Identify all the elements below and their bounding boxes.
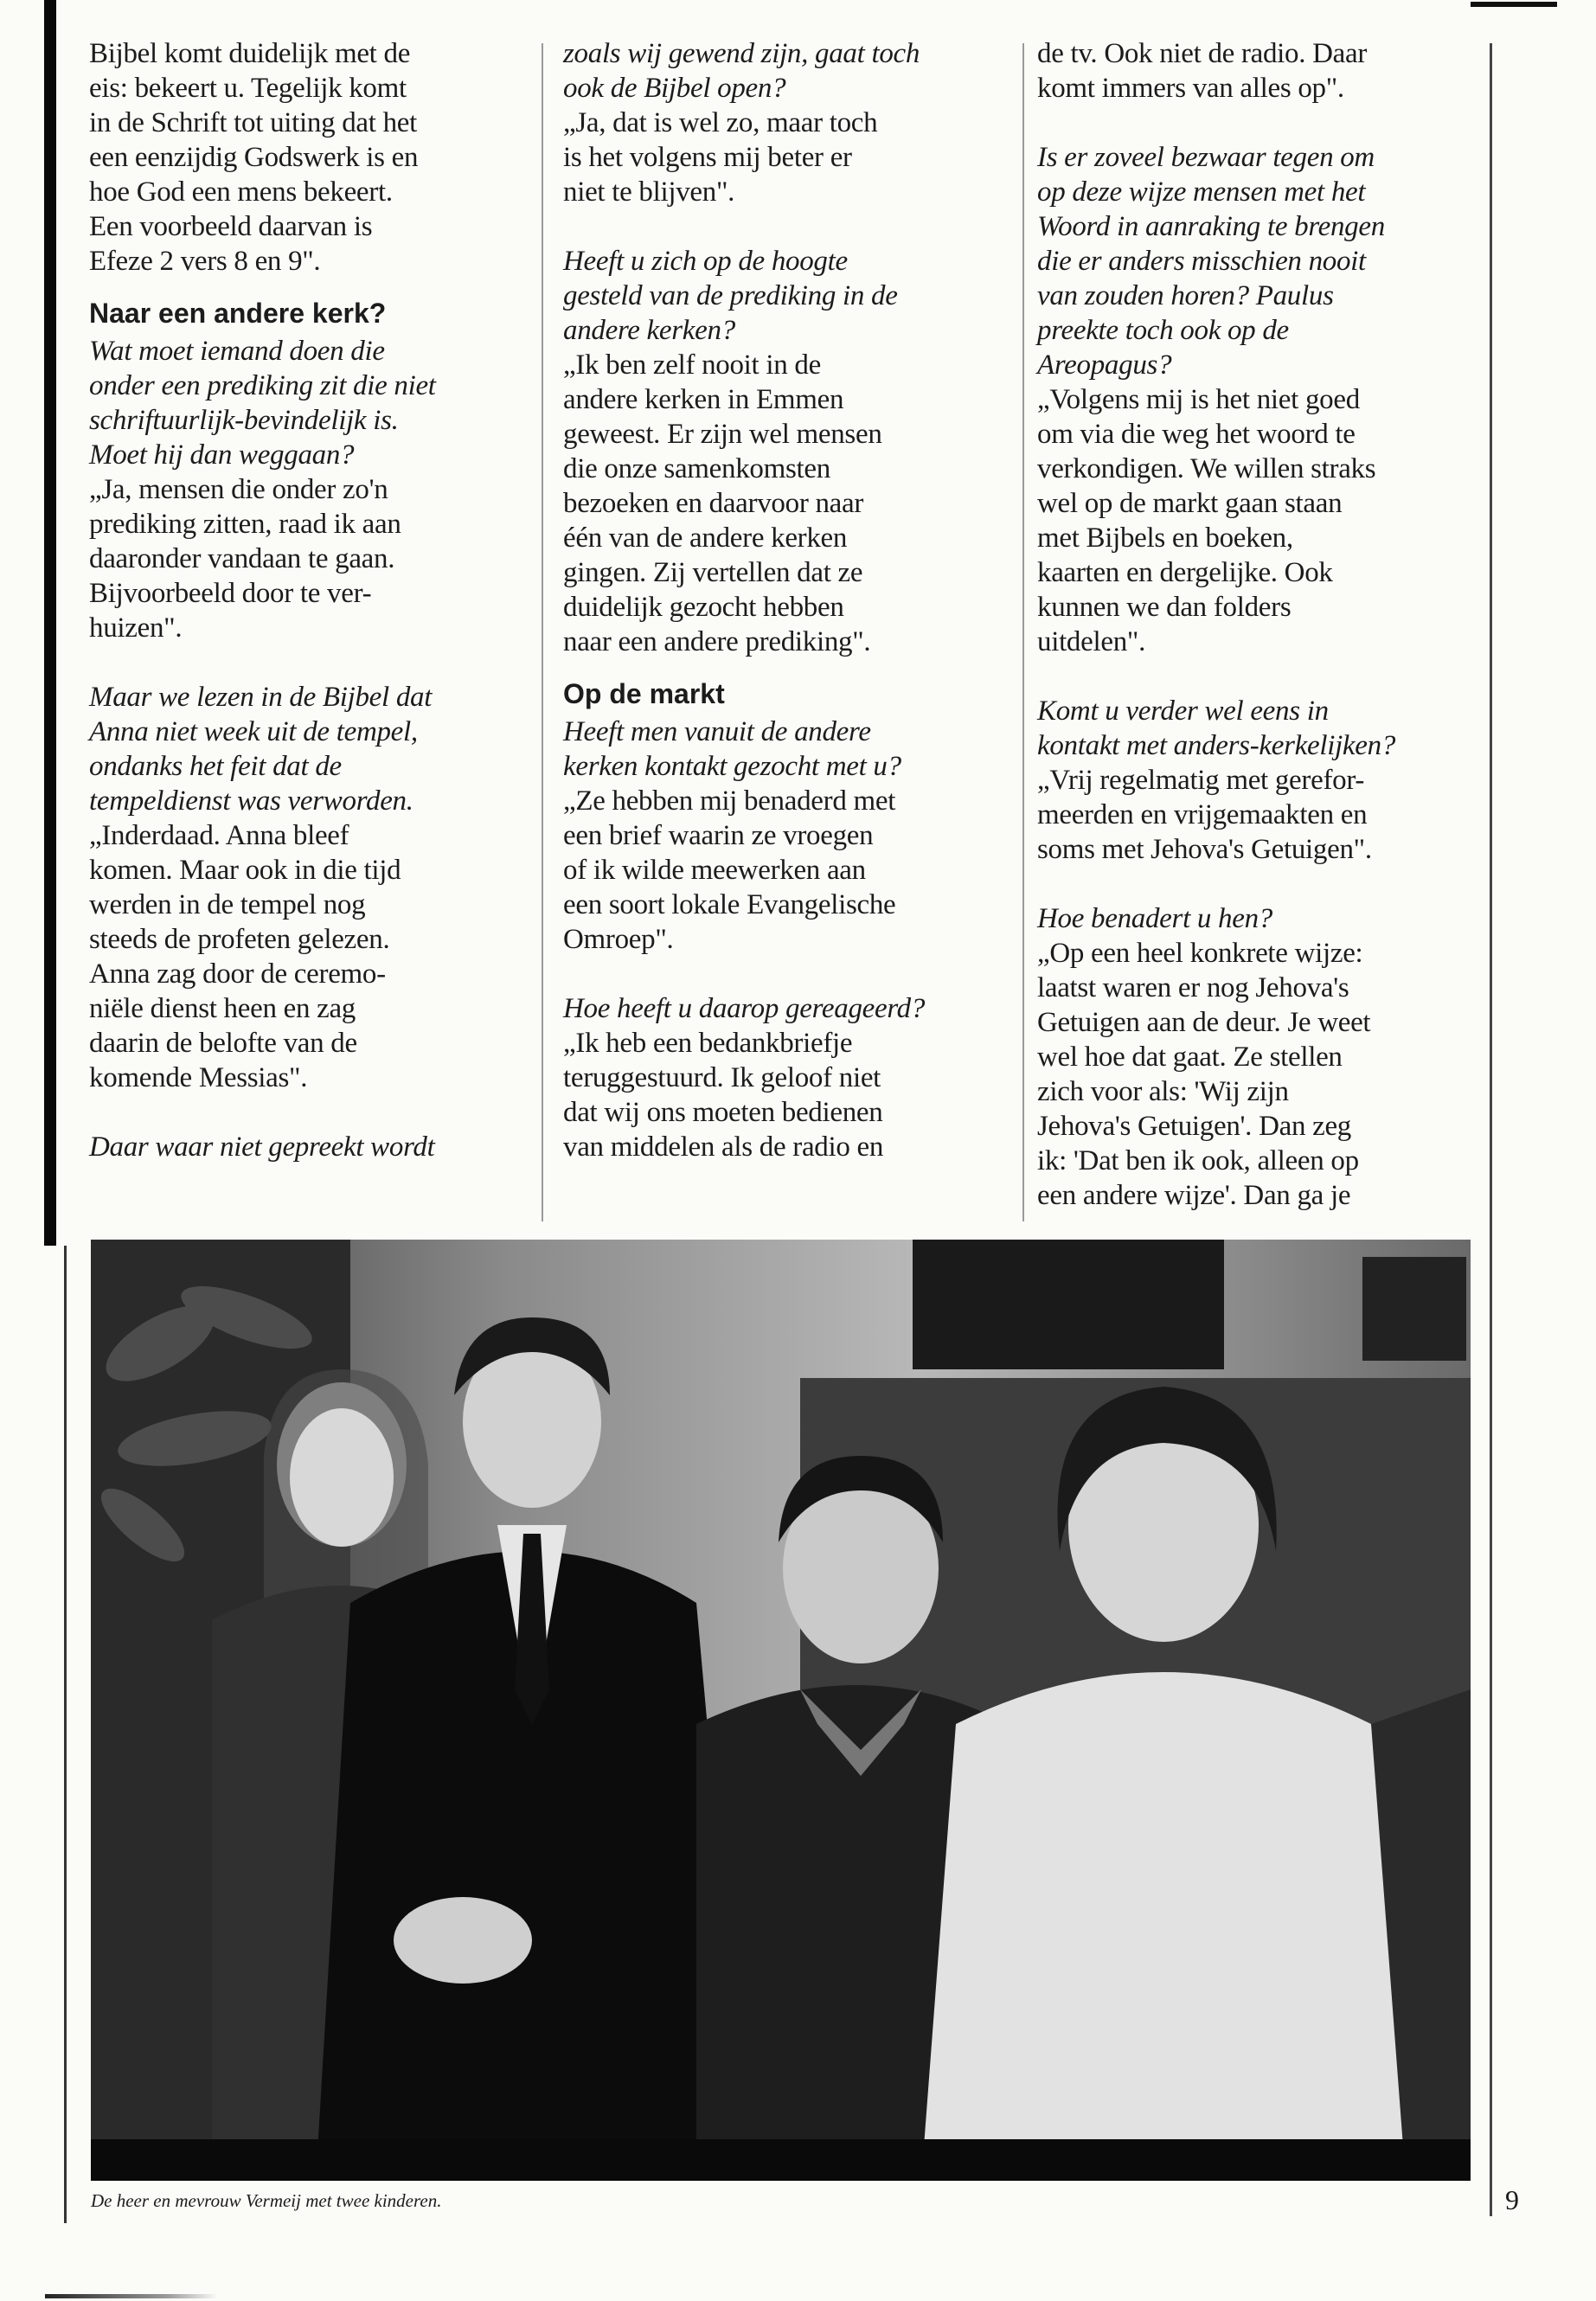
text-line: daaronder vandaan te gaan. [89, 543, 395, 574]
text-line: „Ik ben zelf nooit in de [563, 349, 821, 381]
text-line: Hoe benadert u hen? [1037, 903, 1272, 934]
interview-question [563, 36, 996, 106]
interview-answer [563, 784, 996, 957]
page-number: 9 [1505, 2184, 1519, 2215]
text-line: onder een prediking zit die niet [89, 370, 436, 401]
text-line: geweest. Er zijn wel mensen [563, 419, 882, 450]
text-line: van zouden horen? Paulus [1037, 280, 1334, 311]
text-line: van middelen als de radio en [563, 1131, 884, 1163]
text-line: zoals wij gewend zijn, gaat toch [563, 38, 920, 69]
interview-answer [89, 472, 522, 645]
paragraph-gap [1037, 106, 1470, 140]
text-line: Maar we lezen in de Bijbel dat [89, 682, 433, 713]
interview-question [89, 1130, 522, 1164]
text-line: een brief waarin ze vroegen [563, 820, 874, 851]
text-line: tempeldienst was verworden. [89, 785, 413, 817]
text-line: kerken kontakt gezocht met u? [563, 751, 901, 782]
text-line: hoe God een mens bekeert. [89, 176, 393, 208]
text-line: „Op een heel konkrete wijze: [1037, 938, 1363, 969]
text-line: andere kerken? [563, 315, 735, 346]
interview-question [563, 244, 996, 348]
text-line: gingen. Zij vertellen dat ze [563, 557, 863, 588]
text-line: Jehova's Getuigen'. Dan zeg [1037, 1111, 1352, 1142]
text-line: Heeft u zich op de hoogte [563, 246, 848, 277]
text-line: daarin de belofte van de [89, 1028, 357, 1059]
text-line: eis: bekeert u. Tegelijk komt [89, 73, 407, 104]
text-line: meerden en vrijgemaakten en [1037, 799, 1368, 830]
text-line: dat wij ons moeten bedienen [563, 1097, 883, 1128]
paragraph-gap [89, 645, 522, 680]
interview-question [1037, 694, 1470, 763]
text-line: „Ja, dat is wel zo, maar toch [563, 107, 878, 138]
interview-question [563, 991, 996, 1026]
bottom-rule [45, 2294, 218, 2298]
article-column-3 [1037, 36, 1470, 1213]
paragraph-gap [1037, 867, 1470, 901]
text-line: werden in de tempel nog [89, 889, 366, 920]
text-line: „Ik heb een bedankbriefje [563, 1028, 853, 1059]
text-line: laatst waren er nog Jehova's [1037, 972, 1349, 1003]
text-line: schriftuurlijk-bevindelijk is. [89, 405, 399, 436]
text-line: Anna niet week uit de tempel, [89, 716, 418, 747]
text-line: Daar waar niet gepreekt wordt [89, 1131, 435, 1163]
text-line: ook de Bijbel open? [563, 73, 786, 104]
interview-answer [563, 348, 996, 659]
text-line: „Volgens mij is het niet goed [1037, 384, 1360, 415]
interview-answer [563, 106, 996, 209]
interview-answer [563, 1026, 996, 1164]
text-line: duidelijk gezocht hebben [563, 592, 844, 623]
text-line: die er anders misschien nooit [1037, 246, 1366, 277]
paragraph-gap [1037, 659, 1470, 694]
text-line: uitdelen". [1037, 626, 1146, 657]
text-line: Is er zoveel bezwaar tegen om [1037, 142, 1375, 173]
text-line: bezoeken en daarvoor naar [563, 488, 864, 519]
text-line: „Ja, mensen die onder zo'n [89, 474, 388, 505]
interview-question [89, 334, 522, 472]
text-line: verkondigen. We willen straks [1037, 453, 1376, 484]
text-line: soms met Jehova's Getuigen". [1037, 834, 1372, 865]
text-line: om via die weg het woord te [1037, 419, 1356, 450]
text-line: komt immers van alles op". [1037, 73, 1344, 104]
text-line: één van de andere kerken [563, 522, 848, 554]
interview-question [89, 680, 522, 818]
text-line: Getuigen aan de deur. Je weet [1037, 1007, 1371, 1038]
text-line: huizen". [89, 612, 183, 644]
text-line: Efeze 2 vers 8 en 9". [89, 246, 321, 277]
text-line: Woord in aanraking te brengen [1037, 211, 1385, 242]
text-line: Wat moet iemand doen die [89, 336, 385, 367]
text-line: kunnen we dan folders [1037, 592, 1292, 623]
text-line: een eenzijdig Godswerk is en [89, 142, 419, 173]
text-line: prediking zitten, raad ik aan [89, 509, 401, 540]
text-line: Heeft men vanuit de andere [563, 716, 871, 747]
text-line: op deze wijze mensen met het [1037, 176, 1366, 208]
text-line: Een voorbeeld daarvan is [89, 211, 373, 242]
text-line: komen. Maar ook in die tijd [89, 855, 401, 886]
text-line: Hoe heeft u daarop gereageerd? [563, 993, 926, 1024]
text-line: niële dienst heen en zag [89, 993, 356, 1024]
text-line: preekte toch ook op de [1037, 315, 1289, 346]
text-line: met Bijbels en boeken, [1037, 522, 1293, 554]
interview-answer [89, 818, 522, 1095]
text-line: „Ze hebben mij benaderd met [563, 785, 896, 817]
text-line: „Inderdaad. Anna bleef [89, 820, 349, 851]
text-line: ondanks het feit dat de [89, 751, 342, 782]
interview-answer [89, 36, 522, 279]
paragraph-gap [563, 957, 996, 991]
text-line: wel hoe dat gaat. Ze stellen [1037, 1042, 1343, 1073]
text-line: Bijbel komt duidelijk met de [89, 38, 411, 69]
interview-question [1037, 901, 1470, 936]
right-border-rule [1490, 43, 1492, 2216]
interview-question [563, 715, 996, 784]
article-column-1 [89, 36, 522, 1164]
interview-answer [1037, 36, 1470, 106]
interview-answer [1037, 936, 1470, 1213]
text-line: „Vrij regelmatig met gerefor- [1037, 765, 1365, 796]
text-line: die onze samenkomsten [563, 453, 830, 484]
text-line: teruggestuurd. Ik geloof niet [563, 1062, 881, 1093]
text-line: kontakt met anders-kerkelijken? [1037, 730, 1396, 761]
text-line: naar een andere prediking". [563, 626, 871, 657]
text-line: zich voor als: 'Wij zijn [1037, 1076, 1289, 1107]
photo-caption: De heer en mevrouw Vermeij met twee kinderen. [91, 2190, 442, 2211]
text-line: is het volgens mij beter er [563, 142, 852, 173]
text-line: Omroep". [563, 924, 674, 955]
section-heading: Naar een andere kerk? [89, 298, 387, 329]
text-line: andere kerken in Emmen [563, 384, 844, 415]
column-divider-2 [1022, 43, 1024, 1221]
text-line: ik: 'Dat ben ik ook, alleen op [1037, 1145, 1359, 1176]
text-line: Komt u verder wel eens in [1037, 695, 1329, 727]
paragraph-gap [563, 209, 996, 244]
text-line: steeds de profeten gelezen. [89, 924, 390, 955]
text-line: kaarten en dergelijke. Ook [1037, 557, 1333, 588]
text-line: de tv. Ook niet de radio. Daar [1037, 38, 1368, 69]
left-margin-bar [44, 0, 56, 1246]
interview-answer [1037, 763, 1470, 867]
text-line: een andere wijze'. Dan ga je [1037, 1180, 1351, 1211]
family-photo-image [91, 1240, 1471, 2181]
paragraph-gap [89, 1095, 522, 1130]
text-line: Moet hij dan weggaan? [89, 439, 355, 471]
section-heading: Op de markt [563, 678, 725, 709]
text-line: komende Messias". [89, 1062, 308, 1093]
text-line: Anna zag door de ceremo- [89, 958, 386, 990]
text-line: wel op de markt gaan staan [1037, 488, 1343, 519]
column-divider-1 [542, 43, 543, 1221]
text-line: niet te blijven". [563, 176, 735, 208]
text-line: of ik wilde meewerken aan [563, 855, 866, 886]
family-photo [91, 1240, 1471, 2181]
article-column-2 [563, 36, 996, 1164]
interview-answer [1037, 382, 1470, 659]
text-line: Areopagus? [1037, 349, 1172, 381]
text-line: in de Schrift tot uiting dat het [89, 107, 418, 138]
interview-question [1037, 140, 1470, 382]
top-rule [1471, 2, 1557, 7]
text-line: gesteld van de prediking in de [563, 280, 898, 311]
text-line: een soort lokale Evangelische [563, 889, 896, 920]
left-margin-rule [64, 1246, 67, 2223]
text-line: Bijvoorbeeld door te ver- [89, 578, 372, 609]
